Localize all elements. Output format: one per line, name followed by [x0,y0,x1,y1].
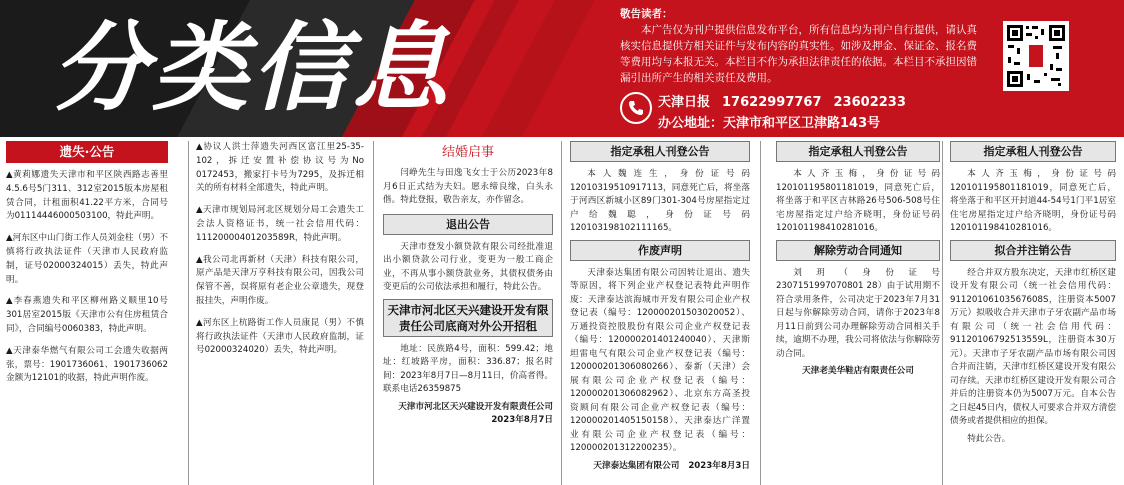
signer: 天津泰达集团有限公司 [593,460,680,471]
tender-body: 地址：民族路4号，面积：599.42；地址：红坡路平房，面积：336.87；报名时间：2023年8月7日—8月11日，价高者得。联系电话26359875 [383,343,553,394]
page-title: 分类信息 [52,12,452,124]
sign-date: 2023年8月3日 [688,460,750,471]
list-item: ▲黄莉娜遗失天津市和平区陕西路志善里4.5.6号5门311、312室2015版本房屋租赁合同，计租面积41.22平方米，合同号为01114446000503100，特此声明。 [6,170,168,222]
contact-phone-2: 23602233 [833,95,906,110]
lessee-notice-title: 指定承租人刊登公告 [570,141,750,162]
tender-signature: 天津市河北区天兴建设开发有限责任公司 [398,401,553,412]
exit-notice-body: 天津市登发小额贷款有限公司经批准退出小额贷款公司行业，变更为一般工商企业，不再从事小额贷款业务，其债权债务由变更后的公司依法承担和履行，特此公告。 [383,241,553,292]
phone-icon [620,92,652,124]
contact-address: 办公地址：天津市和平区卫津路143号 [658,116,881,131]
tender-title: 天津市河北区天兴建设开发有限责任公司底商对外公开招租 [383,299,553,337]
column-divider [188,141,189,485]
list-item: ▲天津市规划局河北区规划分局工会遗失工会法人资格证书，统一社会信用代码：11120000401203589R，特此声明。 [196,205,364,243]
labor-termination-title: 解除劳动合同通知 [776,240,940,261]
column-divider [561,141,562,485]
list-item: ▲河东区上杭路街工作人员康昆（男）不慎将行政执法证件（天津市人民政府监制，证号02000324020）丢失，特此声明。 [196,317,364,356]
column-wedding-exit-tender [383,141,553,485]
labor-termination-body: 刘玥（身份证号2307151997070801 28）由于试用期不符合录用条件，公司决定于2023年7月31日起与你解除劳动合同，请你于2023年8月11日前到公司办理解除劳动合同相关手续，逾期不办理，我公司将依法与你解除劳动合同。 [776,267,940,359]
wedding-body: 闫峥先生与田逸飞女士于公历2023年8月6日正式结为夫妇。愿永缔良缘，白头永偕。特此登报，敬告亲友，亦作留念。 [383,168,553,205]
qr-code [1003,21,1069,91]
void-statement-title: 作废声明 [570,240,750,261]
column-divider [760,141,761,485]
lost-notice-title: 遗失·公告 [6,141,168,163]
void-statement-body: 天津泰达集团有限公司因转让退出、遗失等原因，将下列企业产权登记表特此声明作废：天津泰达滨海城市开发有限公司企业产权登记表（编号：120000201503020052）、万通投资控股股份有限公司企业产权登记表（编号：120000201401240040）、天津斯坦雷电气有限公司企业产权登记表（编号：120000201306080266）、泰新（天津）会展有限公司企业产权登记表（编号：120000201306082962）、北京东方高圣投资顾问有限公司企业产权登记表（编号：120000201405150158）、天津泰达广洋置业有限公司企业产权登记表（编号：120000201312200235）。 [570,267,750,453]
contact-block [620,88,990,132]
header-banner [0,0,1124,137]
lessee-notice-body: 本人齐玉梅，身份证号码120101195801181019，同意死亡后，将坐落于和平区吉林路26号506-508号住宅房屋指定过户给齐晓明，身份证号码120101198410281016。 [776,169,940,233]
lessee-notice-body: 本人魏连生，身份证号码12010319510917113，同意死亡后，将坐落于河西区新城小区89门301-304号房屋指定过户给魏聪，身份证号码120103198102111165。 [570,169,750,233]
tender-date: 2023年8月7日 [491,414,553,425]
list-item: ▲天津泰华燃气有限公司工会遗失收据两张，票号：1901736061、1901736062金额为12101的收据，特此声明作废。 [6,345,168,384]
void-statement-signature [570,460,750,473]
contact-phone-1: 17622997767 [722,95,822,110]
notice-body: 本广告仅为刊户提供信息发布平台，所有信息均为刊户自行提供，请认真核实信息提供方相关证件与发布内容的真实性。如涉及押金、保证金、报名费等费用均与本报无关。本栏目不作为承担法律责任的依据。本栏目不承担因错漏引出所产生的相关责任及费用。 [620,24,977,84]
column-divider [373,141,374,485]
lessee-notice-title: 指定承租人刊登公告 [776,141,940,162]
column-divider [942,141,943,485]
column-lessee-merger [950,141,1116,485]
labor-termination-signature: 天津老美华鞋店有限责任公司 [802,366,914,376]
column-lost-notices [6,141,168,485]
merger-notice-end: 特此公告。 [967,433,1011,444]
merger-notice-title: 拟合并注销公告 [950,240,1116,261]
column-lost-notices-2 [196,141,364,485]
contact-label: 天津日报 [658,95,711,110]
list-item: ▲我公司北再新材（天津）科技有限公司，原产品是天津万亨科技有限公司，因我公司保管不善，误将原有老企业公章遗失，现登报挂失，声明作废。 [196,254,364,306]
wedding-title: 结婚启事 [383,141,553,165]
column-lessee-void [570,141,750,485]
exit-notice-title: 退出公告 [383,214,553,235]
list-item: ▲河东区中山门街工作人员刘金柱（男）不慎将行政执法证件（天津市人民政府监制，证号02000324015）丢失，特此声明。 [6,233,168,285]
column-lessee-labor [776,141,940,485]
lessee-notice-title: 指定承租人刊登公告 [950,141,1116,162]
notice-heading: 敬告读者： [620,8,673,20]
merger-notice-body: 经合并双方股东决定，天津市红桥区建设开发有限公司（统一社会信用代码：91120106103567608S，注册资本5007万元）拟吸收合并天津市子牙农副产品市场有限公司（统一社会信用代码：91120106792513559L，注册资本30万元）。天津市子牙农副产品市场有限公司因合并而注销，天津市红桥区建设开发有限公司存续。天津市红桥区建设开发有限公司合并后的注册资本仍为5007万元。自本公告之日起45日内，债权人可要求合并双方清偿债务或者提供相应的担保。 [950,267,1116,426]
lessee-notice-body: 本人齐玉梅，身份证号码120101195801181019，同意死亡后，将坐落于和平区开封道44-54号1门平1居室住宅房屋指定过户给齐晓明，身份证号码120101198410281016。 [950,169,1116,233]
contact-phones [658,91,906,110]
reader-notice [620,6,982,86]
list-item: ▲李春燕遗失和平区柳州路义顺里10号301居室2015版《天津市公有住房租赁合同》，合同编号0060383，特此声明。 [6,296,168,334]
list-item: ▲协议人洪士萍遗失河西区富江里25-35-102，拆迁安置补偿协议号为No 0172453，搬家打卡号为7295，及拆迁相关的所有材料全部遗失，特此声明。 [196,142,364,194]
